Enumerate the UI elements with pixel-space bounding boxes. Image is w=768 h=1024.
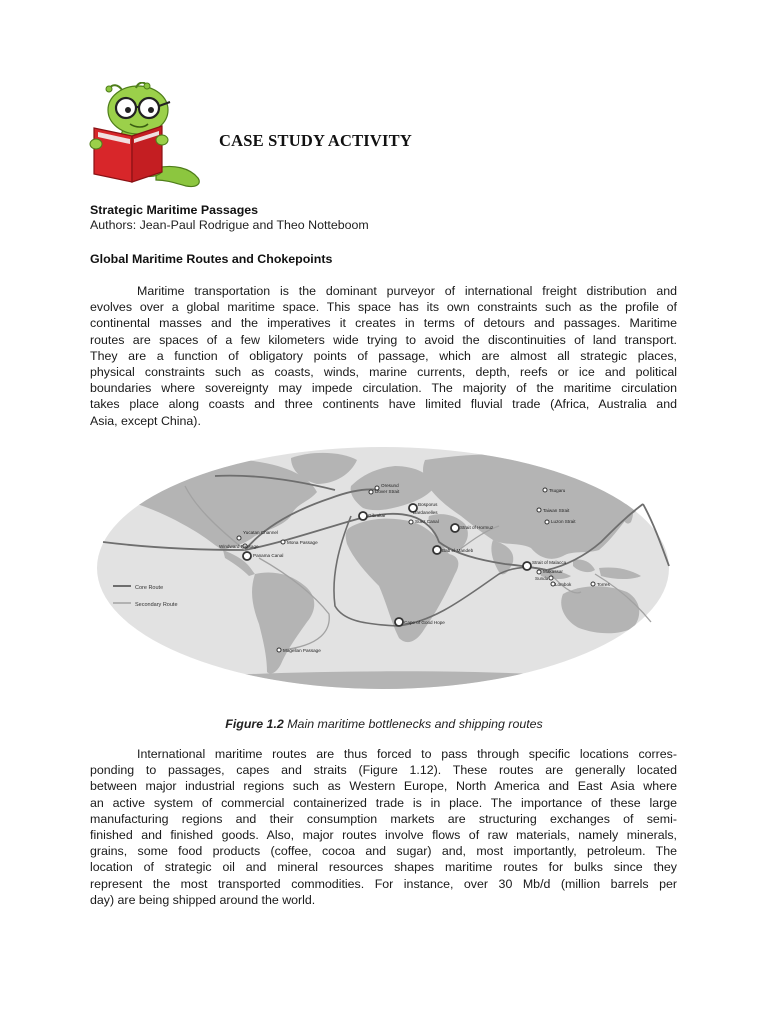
chokepoint-marker <box>451 524 459 532</box>
label-yucatan: Yucatan Channel <box>243 530 278 535</box>
world-maritime-routes-map <box>95 446 671 690</box>
paragraph-line: continental masses and the imperatives it creates in terms of detours and passages. Maritime <box>90 316 677 331</box>
chokepoint-marker <box>591 582 595 586</box>
article-title: Strategic Maritime Passages <box>90 203 259 217</box>
label-windward: Windward Passage <box>219 544 259 549</box>
paragraph-line: takes place along coasts and three continents have limited fluvial trade (Africa, Australia and <box>90 397 677 412</box>
figure-label: Figure 1.2 <box>225 717 284 731</box>
paragraph-line: between major industrial regions such as Western Europe, North America and East Asia where <box>90 779 677 794</box>
chokepoint-marker <box>543 488 547 492</box>
label-torres: Torres <box>597 582 610 587</box>
page-title: CASE STUDY ACTIVITY <box>219 131 412 150</box>
paragraph-line: They are a function of obligatory points of passage, which are almost all strategic places, <box>90 348 677 363</box>
paragraph-1 <box>90 283 677 429</box>
label-good-hope: Cape of Good Hope <box>404 620 445 625</box>
chokepoint-marker <box>523 562 531 570</box>
paragraph-line: manufacturing regions and their consumption markets are structuring exchanges of semi- <box>90 811 677 826</box>
chokepoint-marker <box>545 520 549 524</box>
paragraph-line: day) are being shipped around the world. <box>90 892 316 907</box>
chokepoint-marker <box>537 508 541 512</box>
label-tsugaru: Tsugaru <box>549 488 566 493</box>
paragraph-line: finished and finished goods. Also, major routes involve flows of raw materials, namely minerals, <box>90 828 677 843</box>
section-heading: Global Maritime Routes and Chokepoints <box>90 252 333 266</box>
chokepoint-marker <box>359 512 367 520</box>
figure-caption-text: Main maritime bottlenecks and shipping routes <box>287 717 543 731</box>
paragraph-line: an active system of commercial containerized trade is in place. The importance of these large <box>90 795 677 810</box>
chokepoint-marker <box>395 618 403 626</box>
paragraph-line: routes are spaces of a few kilometers wide trying to avoid the discontinuities of land transport. <box>90 332 677 347</box>
chokepoint-marker <box>237 536 241 540</box>
article-authors: Authors: Jean-Paul Rodrigue and Theo Notteboom <box>90 218 369 232</box>
paragraph-line: International maritime routes are thus forced to pass through specific locations corres- <box>137 747 677 761</box>
paragraph-line: ponding to passages, capes and straits (Figure 1.12). These routes are generally located <box>90 763 677 778</box>
chokepoint-marker <box>537 570 541 574</box>
label-hormuz: Strait of Hormuz <box>460 525 494 530</box>
label-luzon: Luzon Strait <box>551 519 576 524</box>
label-oresund: Oresund <box>381 483 399 488</box>
label-malacca: Strait of Malacca <box>532 560 567 565</box>
chokepoint-marker <box>409 520 413 524</box>
chokepoint-marker <box>277 648 281 652</box>
figure-caption <box>0 717 768 731</box>
paragraph-line: grains, some food products (coffee, cocoa and sugar) and, most importantly, petroleum. The <box>90 844 677 859</box>
chokepoint-marker <box>549 576 553 580</box>
paragraph-line: represent the most transported commodities. For instance, over 30 Mb/d (million barrels per <box>90 876 677 891</box>
label-panama: Panama Canal <box>253 553 284 558</box>
paragraph-line: Asia, except China). <box>90 413 201 428</box>
paragraph-line: physical constraints such as coasts, winds, marine currents, depth, reefs or ice and political <box>90 365 677 380</box>
paragraph-line: evolves over a global maritime space. This space has its own constraints such as the profile of <box>90 300 677 315</box>
label-bosporus: Bosporus <box>418 502 438 507</box>
label-sunda: Sunda <box>535 576 549 581</box>
chokepoint-marker <box>281 540 285 544</box>
label-dover: Dover Strait <box>375 489 400 494</box>
label-makassar: Makassar <box>543 569 563 574</box>
label-lombok: Lombok <box>555 582 572 587</box>
label-gibraltar: Gibraltar <box>368 513 386 518</box>
chokepoint-marker <box>243 552 251 560</box>
paragraph-line: location of strategic oil and mineral resources shapes maritime routes for bulks since they <box>90 860 677 875</box>
label-suez: Suez Canal <box>415 519 439 524</box>
paragraph-2 <box>90 746 677 908</box>
chokepoint-marker <box>369 490 373 494</box>
label-bab: Bab el-Mandeb <box>442 548 474 553</box>
paragraph-line: boundaries where sovereignty may impede circulation. The majority of the maritime circulation <box>90 381 677 396</box>
label-mona: Mona Passage <box>287 540 318 545</box>
legend-secondary-label: Secondary Route <box>135 602 178 608</box>
bookworm-reading-icon <box>86 82 212 194</box>
label-magellan: Magellan Passage <box>283 648 321 653</box>
label-taiwan: Taiwan Strait <box>543 508 570 513</box>
legend-core-label: Core Route <box>135 585 164 591</box>
label-dardanelles: Dardanelles <box>413 510 438 515</box>
paragraph-line: Maritime transportation is the dominant purveyor of international freight distribution and <box>137 284 677 298</box>
chokepoint-marker <box>433 546 441 554</box>
